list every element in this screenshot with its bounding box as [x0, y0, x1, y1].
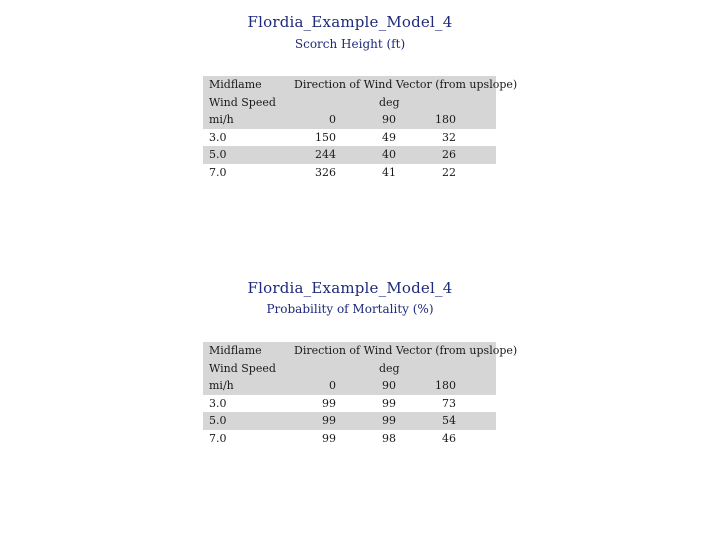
value-cell: 26 [442, 148, 456, 161]
header-dir-90: 90 [382, 113, 396, 126]
speed-cell: 3.0 [209, 130, 227, 144]
scorch-height-table [203, 76, 518, 181]
value-cell: 98 [382, 431, 396, 445]
table-1-title: Flordia_Example_Model_4 [247, 13, 453, 31]
value-cell: 99 [322, 396, 336, 410]
header-wind-speed: Wind Speed [209, 361, 276, 375]
value-cell: 99 [322, 414, 336, 427]
value-cell: 46 [442, 431, 456, 445]
table-row [203, 395, 496, 413]
header-units: mi/h [209, 113, 234, 126]
table-row [203, 129, 496, 147]
header-midflame: Midflame [209, 78, 262, 91]
value-cell: 99 [322, 431, 336, 445]
value-cell: 40 [382, 148, 396, 161]
value-cell: 150 [315, 130, 336, 144]
value-cell: 54 [442, 414, 456, 427]
value-cell: 326 [315, 165, 336, 179]
header-deg: deg [379, 361, 400, 375]
speed-cell: 5.0 [209, 414, 227, 427]
header-dir-0: 0 [329, 379, 336, 392]
value-cell: 49 [382, 130, 396, 144]
header-wind-speed: Wind Speed [209, 95, 276, 109]
table-2-title: Flordia_Example_Model_4 [247, 279, 453, 297]
value-cell: 73 [442, 396, 456, 410]
mortality-table [203, 342, 518, 447]
header-row-1 [203, 76, 518, 94]
header-deg: deg [379, 95, 400, 109]
value-cell: 99 [382, 414, 396, 427]
header-row-1 [203, 342, 518, 360]
table-row [203, 412, 496, 430]
value-cell: 22 [442, 165, 456, 179]
header-row-2 [203, 360, 496, 378]
header-dir-90: 90 [382, 379, 396, 392]
header-units: mi/h [209, 379, 234, 392]
header-direction: Direction of Wind Vector (from upslope) [294, 78, 518, 91]
value-cell: 244 [315, 148, 336, 161]
header-midflame: Midflame [209, 344, 262, 357]
header-dir-0: 0 [329, 113, 336, 126]
table-row [203, 430, 496, 448]
header-row-3 [203, 377, 496, 395]
header-row-3 [203, 111, 496, 129]
header-row-2 [203, 94, 496, 112]
speed-cell: 3.0 [209, 396, 227, 410]
speed-cell: 5.0 [209, 148, 227, 161]
header-direction: Direction of Wind Vector (from upslope) [294, 344, 518, 357]
header-dir-180: 180 [435, 113, 456, 126]
value-cell: 99 [382, 396, 396, 410]
table-1-subtitle: Scorch Height (ft) [294, 37, 406, 51]
table-2-subtitle: Probability of Mortality (%) [266, 302, 434, 316]
table-row [203, 164, 496, 182]
speed-cell: 7.0 [209, 431, 227, 445]
table-row [203, 146, 496, 164]
header-dir-180: 180 [435, 379, 456, 392]
value-cell: 41 [382, 165, 396, 179]
value-cell: 32 [442, 130, 456, 144]
speed-cell: 7.0 [209, 165, 227, 179]
